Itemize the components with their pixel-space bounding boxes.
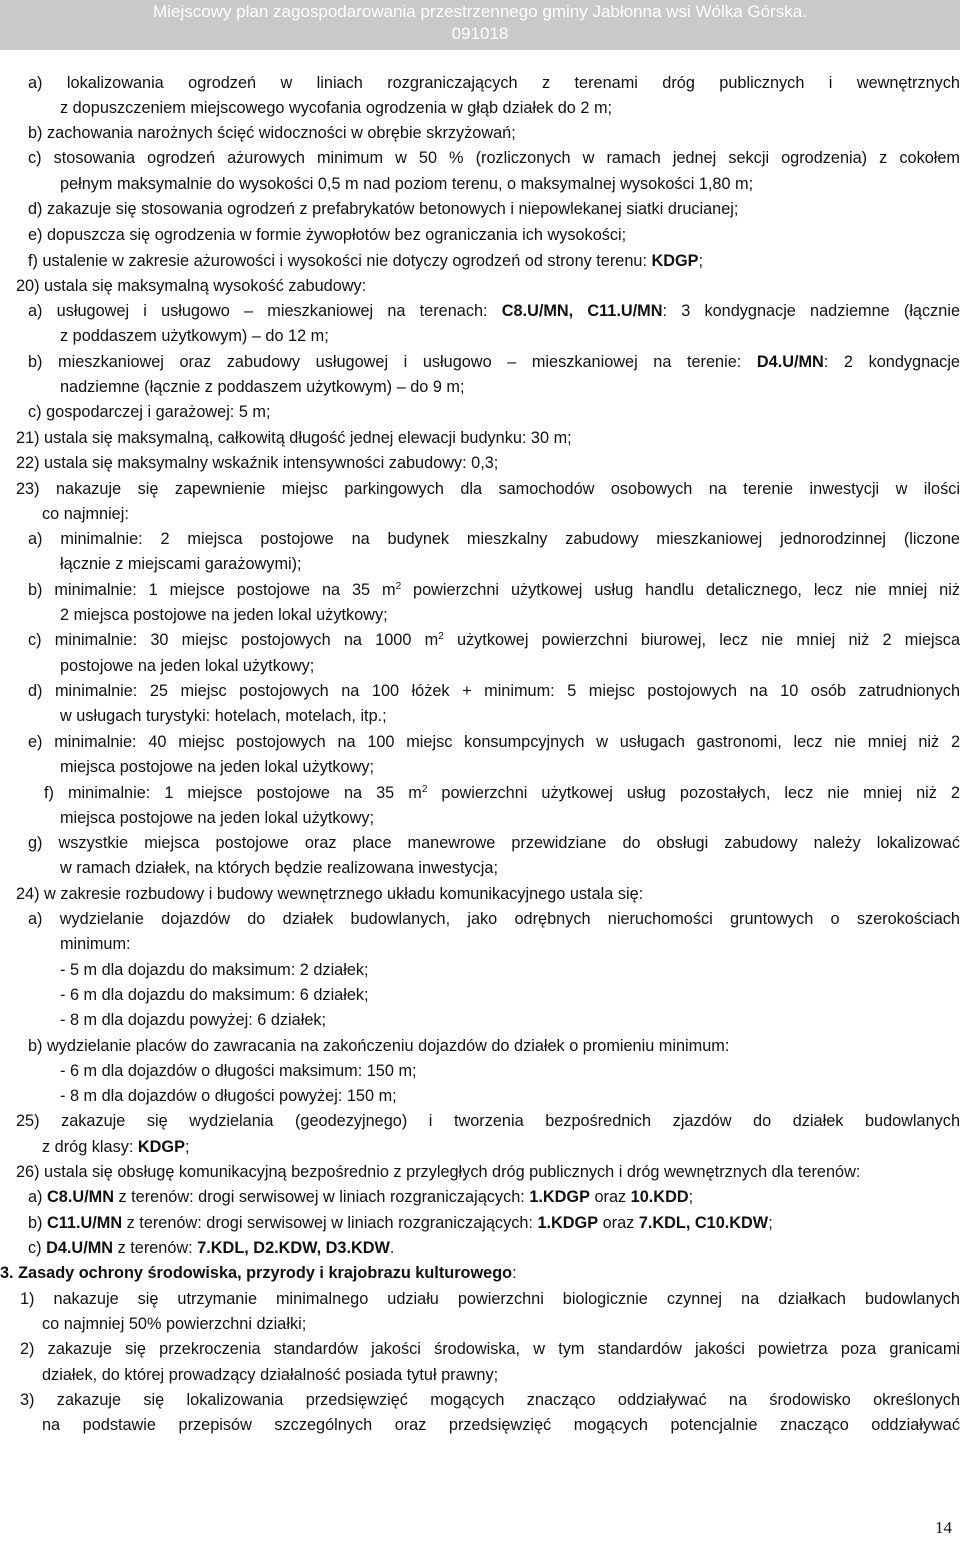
text-run: c) stosowania ogrodzeń ażurowych minimum w 50 % (rozliczonych w ramach jednej sekcji ogrodzenia) z cokołem	[28, 149, 960, 167]
bold-term: C8.U/MN	[47, 1188, 114, 1206]
text-run: .	[389, 1239, 395, 1257]
text-run: z dróg klasy:	[42, 1138, 138, 1156]
text-line	[28, 1213, 773, 1233]
document-code: 091018	[451, 24, 509, 43]
text-run: 22) ustala się maksymalny wskaźnik intensywności zabudowy: 0,3;	[16, 454, 499, 472]
text-run: z poddaszem użytkowym) – do 12 m;	[60, 327, 329, 345]
text-line	[28, 301, 960, 321]
text-run: oraz	[598, 1214, 639, 1232]
text-line	[28, 833, 960, 853]
text-line	[28, 199, 738, 219]
text-line	[60, 706, 387, 726]
text-run: ;	[698, 252, 704, 270]
text-line	[42, 1137, 190, 1157]
superscript: 2	[438, 631, 444, 642]
text-line	[28, 909, 960, 929]
text-run: a)	[28, 1188, 48, 1206]
text-line	[60, 757, 374, 777]
text-run: 23) nakazuje się zapewnienie miejsc parkingowych dla samochodów osobowych na terenie inwestycji w ilości	[16, 480, 960, 498]
text-run: 1) nakazuje się utrzymanie minimalnego udziału powierzchni biologicznie czynnej na działkach budowlanych	[20, 1290, 960, 1308]
text-line	[60, 1010, 326, 1030]
page-number: 14	[935, 1518, 952, 1537]
text-run: b) minimalnie: 1 miejsce postojowe na 35 m	[28, 581, 396, 599]
text-run: a) wydzielanie dojazdów do działek budowlanych, jako odrębnych nieruchomości gruntowych o szerokościach	[28, 910, 960, 928]
bold-term: D4.U/MN	[756, 353, 824, 371]
text-line	[20, 1339, 960, 1359]
text-run: c) gospodarczej i garażowej: 5 m;	[28, 403, 271, 421]
text-run: b)	[28, 1214, 48, 1232]
text-line	[42, 1314, 306, 1334]
text-line	[60, 985, 369, 1005]
superscript: 2	[395, 581, 402, 592]
text-line	[60, 174, 753, 194]
text-run: a) minimalnie: 2 miejsca postojowe na budynek mieszkalny zabudowy mieszkaniowej jednorodzinnej (liczone	[28, 530, 960, 548]
text-run: c)	[28, 1239, 47, 1257]
text-run: b) zachowania narożnych ścięć widoczności w obrębie skrzyżowań;	[28, 124, 516, 142]
text-line	[28, 148, 960, 168]
text-run: w usługach turystyki: hotelach, motelach, itp.;	[60, 707, 387, 725]
text-line	[28, 1036, 729, 1056]
text-run: z terenów:	[113, 1239, 198, 1257]
text-line	[60, 1086, 397, 1106]
text-run: f) minimalnie: 1 miejsce postojowe na 35 m	[44, 784, 422, 802]
text-line	[44, 783, 960, 803]
text-line	[16, 479, 960, 499]
text-line	[60, 656, 314, 676]
text-line	[28, 1187, 693, 1207]
bold-term: C11.U/MN	[47, 1214, 123, 1232]
text-run: b) wydzielanie placów do zawracania na zakończeniu dojazdów do działek o promieniu minimum:	[28, 1037, 730, 1055]
text-run: e) dopuszcza się ogrodzenia w formie żywopłotów bez ograniczania ich wysokości;	[28, 226, 627, 244]
text-run: oraz	[589, 1188, 631, 1206]
superscript: 2	[421, 784, 428, 795]
text-line	[28, 681, 960, 701]
text-line	[0, 1263, 517, 1283]
text-run: z terenów: drogi serwisowej w liniach rozgraniczających:	[113, 1188, 530, 1206]
bold-term: 1.KDGP	[529, 1188, 590, 1206]
text-run: 26) ustala się obsługę komunikacyjną bezpośrednio z przyległych dróg publicznych i dróg wewnętrznych dla terenów:	[16, 1163, 861, 1181]
text-line	[16, 1111, 960, 1131]
bold-term: D4.U/MN	[46, 1239, 114, 1257]
text-run: c) minimalnie: 30 miejsc postojowych na 1000 m	[28, 631, 439, 649]
text-run: 2) zakazuje się przekroczenia standardów jakości środowiska, w tym standardów jakości powietrza poza granicami	[20, 1340, 960, 1358]
text-run: z terenów: drogi serwisowej w liniach rozgraniczających:	[122, 1214, 538, 1232]
text-line	[28, 225, 626, 245]
text-line	[20, 1390, 960, 1410]
text-run: d) zakazuje się stosowania ogrodzeń z prefabrykatów betonowych i niepowlekanej siatki drucianej;	[28, 200, 739, 218]
document-title: Miejscowy plan zagospodarowania przestrzennego gminy Jabłonna wsi Wólka Górska.	[153, 2, 807, 21]
running-header	[0, 0, 960, 50]
text-run: nadziemne (łącznie z poddaszem użytkowym) – do 9 m;	[60, 378, 465, 396]
text-line	[28, 73, 960, 93]
text-run: - 8 m dla dojazdu powyżej: 6 działek;	[60, 1011, 327, 1029]
text-run: - 6 m dla dojazdu do maksimum: 6 działek;	[60, 986, 369, 1004]
text-run: a) usługowej i usługowo – mieszkaniowej na terenach:	[28, 302, 502, 320]
text-run: 2 miejsca postojowe na jeden lokal użytkowy;	[60, 606, 388, 624]
text-line	[42, 504, 129, 524]
text-run: : 3 kondygnacje nadziemne (łącznie	[662, 302, 960, 320]
text-run: powierzchni użytkowej usług pozostałych, lecz nie mniej niż 2	[427, 784, 960, 802]
text-run: a) lokalizowania ogrodzeń w liniach rozgraniczających z terenami dróg publicznych i wewnętrznych	[28, 74, 960, 92]
text-line	[28, 732, 960, 752]
text-run: 3) zakazuje się lokalizowania przedsięwzięć mogących znacząco oddziaływać na środowisko określonych	[20, 1391, 960, 1409]
text-line	[60, 377, 465, 397]
text-line	[28, 123, 516, 143]
text-line	[28, 402, 271, 422]
text-line	[60, 326, 329, 346]
text-run: 20) ustala się maksymalną wysokość zabudowy:	[16, 277, 367, 295]
text-run: : 2 kondygnacje	[823, 353, 960, 371]
text-line	[28, 1238, 394, 1258]
text-run: d) minimalnie: 25 miejsc postojowych na 100 łóżek + minimum: 5 miejsc postojowych na 10 osób zatrudnionych	[28, 682, 960, 700]
text-line	[60, 858, 498, 878]
text-run: działek, do której prowadzący działalność posiada tytuł prawny;	[42, 1366, 499, 1384]
text-run: co najmniej:	[42, 505, 129, 523]
text-line	[16, 1162, 860, 1182]
text-line	[28, 630, 960, 650]
text-run: e) minimalnie: 40 miejsc postojowych na 100 miejsc konsumpcyjnych w usługach gastronomi, lecz nie mniej niż 2	[28, 733, 960, 751]
bold-term: 7.KDL, D2.KDW, D3.KDW	[197, 1239, 390, 1257]
text-line	[60, 934, 131, 954]
text-line	[16, 453, 498, 473]
text-run: łącznie z miejscami garażowymi);	[60, 555, 302, 573]
text-line	[28, 580, 960, 600]
text-line	[20, 1289, 960, 1309]
text-line	[60, 605, 388, 625]
text-run: na podstawie przepisów szczególnych oraz przedsięwzięć mogących potencjalnie znacząco oddziaływać	[42, 1416, 960, 1434]
text-line	[60, 554, 302, 574]
text-line	[28, 529, 960, 549]
text-run: - 8 m dla dojazdów o długości powyżej: 150 m;	[60, 1087, 397, 1105]
text-run: ;	[688, 1188, 694, 1206]
text-run: użytkowej powierzchni biurowej, lecz nie mniej niż 2 miejsca	[443, 631, 960, 649]
text-run: - 6 m dla dojazdów o długości maksimum: 150 m;	[60, 1062, 417, 1080]
text-run: minimum:	[60, 935, 131, 953]
text-run: b) mieszkaniowej oraz zabudowy usługowej i usługowo – mieszkaniowej na terenie:	[28, 353, 757, 371]
text-run: ;	[768, 1214, 773, 1232]
text-run: f) ustalenie w zakresie ażurowości i wysokości nie dotyczy ogrodzeń od strony terenu:	[28, 252, 652, 270]
text-line	[42, 1365, 498, 1385]
bold-term: 3. Zasady ochrony środowiska, przyrody i krajobrazu kulturowego	[0, 1264, 513, 1282]
text-run: co najmniej 50% powierzchni działki;	[42, 1315, 307, 1333]
text-line	[60, 808, 374, 828]
text-run: 24) w zakresie rozbudowy i budowy wewnętrznego układu komunikacyjnego ustala się:	[16, 885, 644, 903]
text-run: ;	[184, 1138, 190, 1156]
text-run: 25) zakazuje się wydzielania (geodezyjnego) i tworzenia bezpośrednich zjazdów do działek budowlanych	[16, 1112, 960, 1130]
bold-term: C8.U/MN, C11.U/MN	[501, 302, 663, 320]
text-line	[60, 1061, 417, 1081]
text-line	[16, 276, 366, 296]
bold-term: 7.KDL, C10.KDW	[638, 1214, 769, 1232]
text-run: - 5 m dla dojazdu do maksimum: 2 działek;	[60, 961, 369, 979]
text-line	[60, 960, 369, 980]
text-run: w ramach działek, na których będzie realizowana inwestycja;	[60, 859, 498, 877]
text-line	[16, 884, 643, 904]
text-run: 21) ustala się maksymalną, całkowitą długość jednej elewacji budynku: 30 m;	[16, 429, 572, 447]
text-run: g) wszystkie miejsca postojowe oraz place manewrowe przewidziane do obsługi zabudowy należy lokalizować	[28, 834, 960, 852]
text-line	[28, 352, 960, 372]
bold-term: 1.KDGP	[537, 1214, 599, 1232]
text-run: :	[512, 1264, 517, 1282]
text-run: miejsca postojowe na jeden lokal użytkowy;	[60, 758, 375, 776]
text-run: powierzchni użytkowej usług handlu detalicznego, lecz nie mniej niż	[401, 581, 960, 599]
bold-term: KDGP	[651, 252, 699, 270]
bold-term: KDGP	[137, 1138, 185, 1156]
text-run: miejsca postojowe na jeden lokal użytkowy;	[60, 809, 375, 827]
text-run: postojowe na jeden lokal użytkowy;	[60, 657, 315, 675]
text-line	[60, 98, 612, 118]
bold-term: 10.KDD	[630, 1188, 689, 1206]
text-line	[42, 1415, 960, 1435]
text-line	[28, 251, 703, 271]
text-run: z dopuszczeniem miejscowego wycofania ogrodzenia w głąb działek do 2 m;	[60, 99, 613, 117]
text-run: pełnym maksymalnie do wysokości 0,5 m nad poziom terenu, o maksymalnej wysokości 1,80 m;	[60, 175, 754, 193]
text-line	[16, 428, 572, 448]
